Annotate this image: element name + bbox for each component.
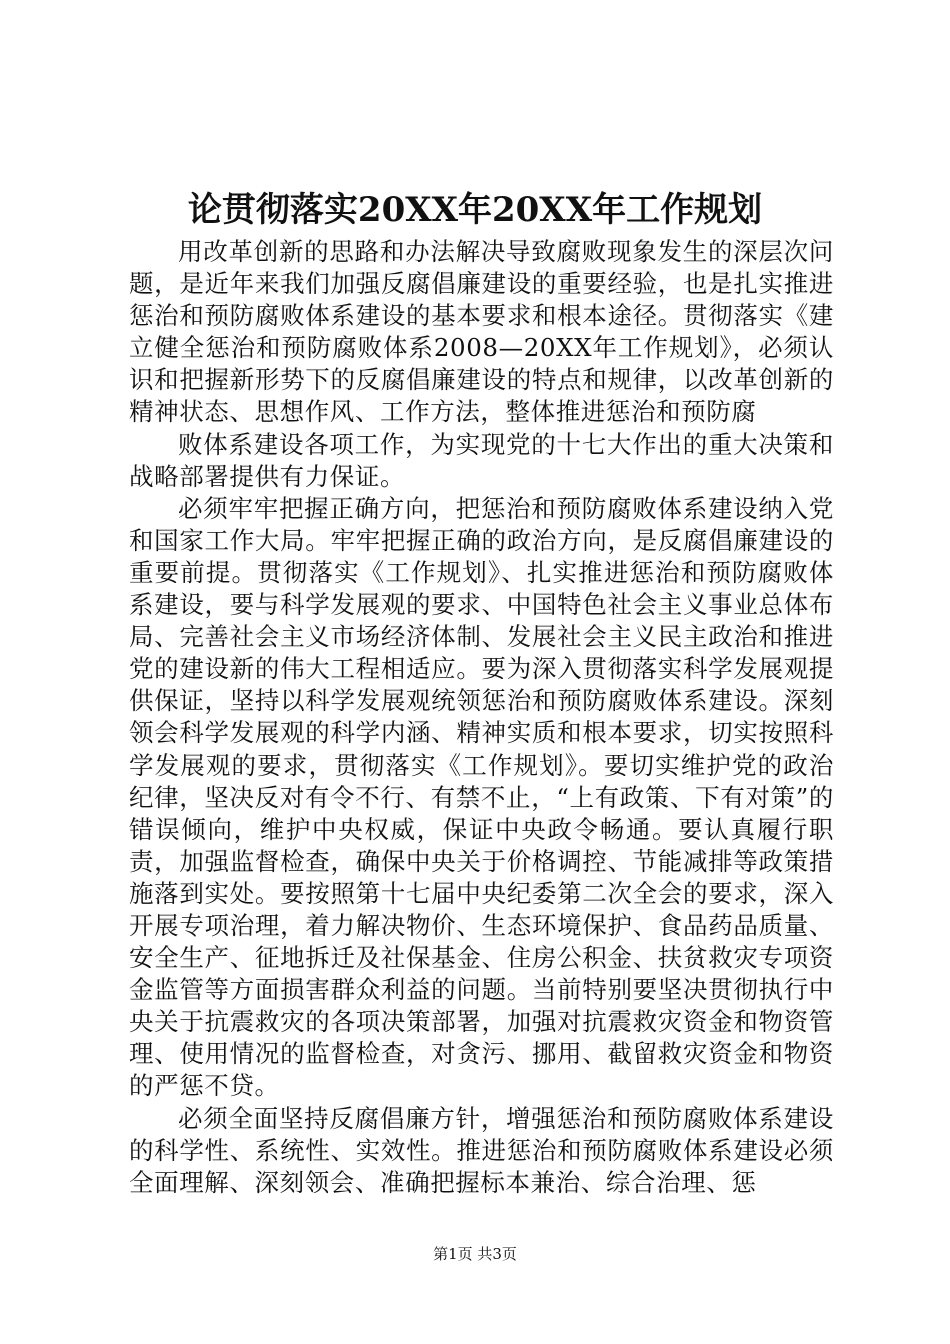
paragraph: 用改革创新的思路和办法解决导致腐败现象发生的深层次问题，是近年来我们加强反腐倡廉建设的重要经验，也是扎实推进惩治和预防腐败体系建设的基本要求和根本途径。贯彻落实《建立健全惩治和预防腐败体系2008—20XX年工作规划》，必须认识和把握新形势下的反腐倡廉建设的特点和规律，以改革创新的精神状态、思想作风、工作方法，整体推进惩治和预防腐 bbox=[129, 237, 834, 427]
document-body bbox=[129, 236, 834, 1199]
paragraph: 败体系建设各项工作，为实现党的十七大作出的重大决策和战略部署提供有力保证。 bbox=[129, 429, 834, 491]
document-title: 论贯彻落实20XX年20XX年工作规划 bbox=[187, 190, 763, 230]
paragraph: 必须牢牢把握正确方向，把惩治和预防腐败体系建设纳入党和国家工作大局。牢牢把握正确的政治方向，是反腐倡廉建设的重要前提。贯彻落实《工作规划》、扎实推进惩治和预防腐败体系建设，要与科学发展观的要求、中国特色社会主义事业总体布局、完善社会主义市场经济体制、发展社会主义民主政治和推进党的建设新的伟大工程相适应。要为深入贯彻落实科学发展观提供保证，坚持以科学发展观统领惩治和预防腐败体系建设。深刻领会科学发展观的科学内涵、精神实质和根本要求，切实按照科学发展观的要求，贯彻落实《工作规划》。要切实维护党的政治纪律，坚决反对有令不行、有禁不止，“上有政策、下有对策”的错误倾向，维护中央权威，保证中央政令畅通。要认真履行职责，加强监督检查，确保中央关于价格调控、节能减排等政策措施落到实处。要按照第十七届中央纪委第二次全会的要求，深入开展专项治理，着力解决物价、生态环境保护、食品药品质量、安全生产、征地拆迁及社保基金、住房公积金、扶贫救灾专项资金监管等方面损害群众利益的问题。当前特别要坚决贯彻执行中央关于抗震救灾的各项决策部署，加强对抗震救灾资金和物资管理、使用情况的监督检查，对贪污、挪用、截留救灾资金和物资的严惩不贷。 bbox=[129, 493, 834, 1101]
paragraph: 必须全面坚持反腐倡廉方针，增强惩治和预防腐败体系建设的科学性、系统性、实效性。推进惩治和预防腐败体系建设必须全面理解、深刻领会、准确把握标本兼治、综合治理、惩 bbox=[129, 1103, 834, 1197]
page-footer: 第1页 共3页 bbox=[433, 1245, 517, 1263]
